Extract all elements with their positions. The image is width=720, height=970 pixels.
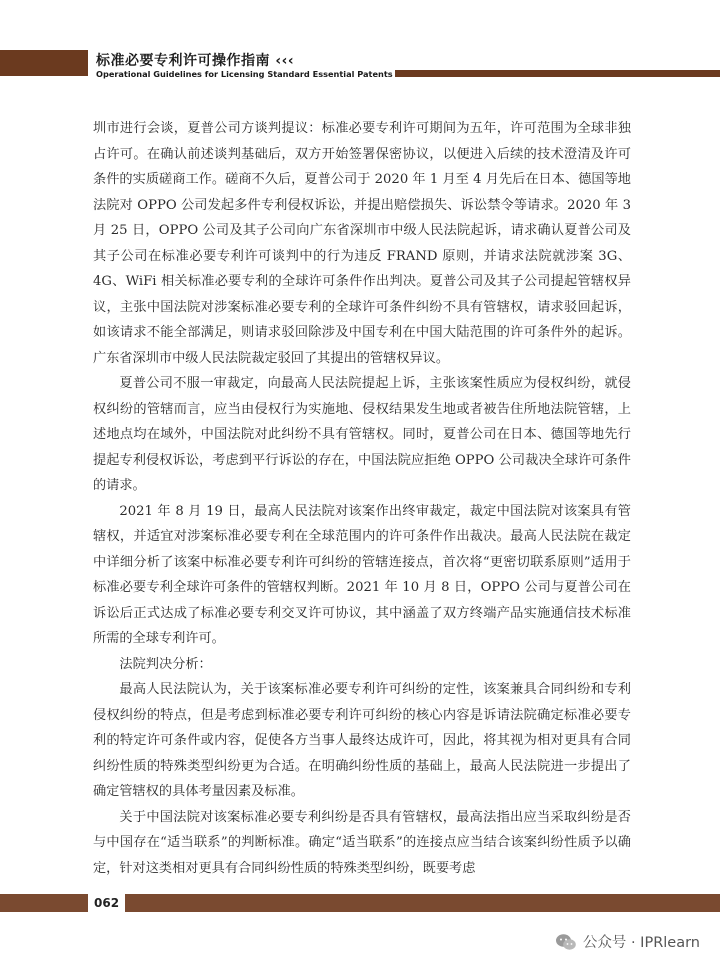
section-heading: 法院判决分析： (119, 656, 212, 672)
paragraph: 2021 年 8 月 19 日，最高人民法院对该案作出终审裁定，裁定中国法院对该案具有管辖权，并适宜对涉案标准必要专利在全球范围内的许可条件作出裁决。最高人民法院在裁定中详细分析了该案中标准必要专利许可纠纷的管辖连接点，首次将“更密切联系原则”适用于标准必要专利全球许可条件的管辖权判断。2021 年 10 月 8 日，OPPO 公司与夏普公司在诉讼后正式达成了标准必要专利交叉许可协议，其中涵盖了双方终端产品实施通信技术标准所需的全球专利许可。 (93, 503, 631, 646)
header-accent-bar-left (0, 50, 88, 76)
header-subtitle: Operational Guidelines for Licensing Standard Essential Patents (96, 69, 393, 79)
page-number: 062 (88, 893, 125, 913)
header-title: 标准必要专利许可操作指南 ‹‹‹ (96, 53, 295, 69)
body-text (93, 116, 631, 881)
paragraph: 圳市进行会谈，夏普公司方谈判提议：标准必要专利许可期间为五年，许可范围为全球非独占许可。在确认前述谈判基础后，双方开始签署保密协议，以便进入后续的技术澄清及许可条件的实质磋商工作。磋商不久后，夏普公司于 2020 年 1 月至 4 月先后在日本、德国等地法院对 OPPO 公司发起多件专利侵权诉讼，并提出赔偿损失、诉讼禁令等请求。2020 年 3 月 25 日，OPPO 公司及其子公司向广东省深圳市中级人民法院起诉，请求确认夏普公司及其子公司在标准必要专利许可谈判中的行为违反 FRAND 原则，并请求法院就涉案 3G、4G、WiFi 相关标准必要专利的全球许可条件作出判决。夏普公司及其子公司提起管辖权异议，主张中国法院对涉案标准必要专利的全球许可条件纠纷不具有管辖权，请求驳回起诉，如该请求不能全部满足，则请求驳回除涉及中国专利在中国大陆范围的许可条件外的起诉。广东省深圳市中级人民法院裁定驳回了其提出的管辖权异议。 (93, 121, 631, 366)
wechat-icon (555, 933, 577, 951)
paragraph: 夏普公司不服一审裁定，向最高人民法院提起上诉，主张该案性质应为侵权纠纷，就侵权纠纷的管辖而言，应当由侵权行为实施地、侵权结果发生地或者被告住所地法院管辖，上述地点均在域外，中国法院对此纠纷不具有管辖权。同时，夏普公司在日本、德国等地先行提起专利侵权诉讼，考虑到平行诉讼的存在，中国法院应拒绝 OPPO 公司裁决全球许可条件的请求。 (93, 376, 631, 493)
paragraph: 最高人民法院认为，关于该案标准必要专利许可纠纷的定性，该案兼具合同纠纷和专利侵权纠纷的特点，但是考虑到标准必要专利许可纠纷的核心内容是诉请法院确定标准必要专利的特定许可条件或内容，促使各方当事人最终达成许可，因此，将其视为相对更具有合同纠纷性质的特殊类型纠纷更为合适。在明确纠纷性质的基础上，最高人民法院进一步提出了确定管辖权的具体考量因素及标准。 (93, 682, 631, 799)
wechat-watermark (555, 931, 700, 952)
paragraph: 关于中国法院对该案标准必要专利纠纷是否具有管辖权，最高法指出应当采取纠纷是否与中国存在“适当联系”的判断标准。确定“适当联系”的连接点应当结合该案纠纷性质予以确定，针对这类相对更具有合同纠纷性质的特殊类型纠纷，既要考虑 (93, 809, 631, 876)
watermark-text: 公众号 · IPRlearn (582, 935, 700, 951)
header-accent-bar-right (395, 70, 720, 77)
